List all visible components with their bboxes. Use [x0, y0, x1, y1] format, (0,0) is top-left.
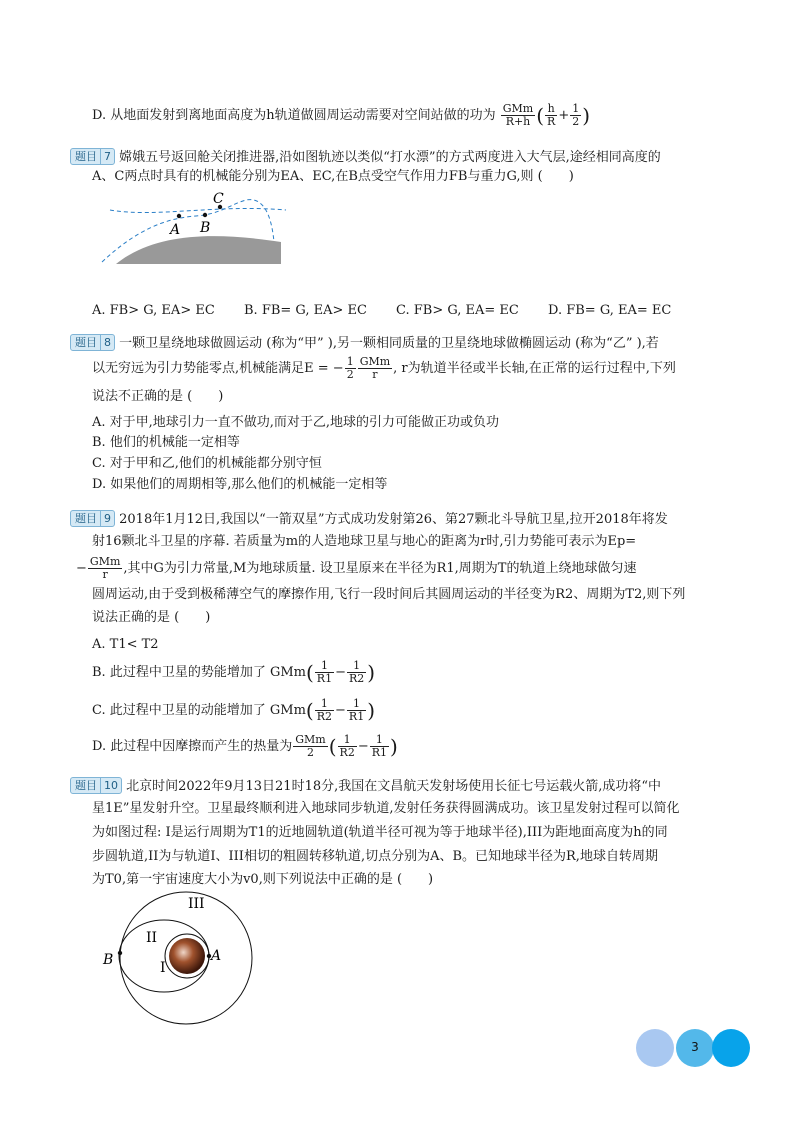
q7-option-c: C. FB> G, EA= EC [396, 303, 519, 318]
q10-number: 10 [100, 778, 118, 793]
q6-option-d [92, 103, 590, 128]
q9c-r1: R1 [348, 710, 365, 723]
point-a [177, 214, 181, 218]
q9d-r1: R1 [371, 746, 387, 759]
q6-fraction-h-r [545, 103, 557, 128]
q8-tag-label: 题目 [75, 336, 97, 349]
q6-fraction-half [570, 103, 581, 128]
q9d-frac-gmm [293, 734, 327, 759]
earth-surface [116, 236, 281, 264]
q10-line-1 [70, 777, 661, 796]
q10-line-5: 为T0,第一宇宙速度大小为v0,则下列说法中正确的是 ( ) [92, 872, 434, 887]
q10-tag [70, 777, 122, 794]
q10-line-3: 为如图过程: I是运行周期为T1的近地圆轨道(轨道半径可视为等于地球半径),III为距地面高度为h的同 [92, 825, 668, 840]
q9-option-d-text: D. 此过程中因摩擦而产生的热量为 [92, 739, 293, 754]
q8-f1-den: 2 [346, 368, 354, 381]
q8-line-3: 说法不正确的是 ( ) [92, 389, 224, 404]
q7-tag [70, 148, 115, 165]
q9-option-b-text: B. 此过程中卫星的势能增加了 GMm [92, 665, 306, 680]
q9d-minus: − [357, 739, 369, 754]
q7-line-1 [70, 148, 661, 167]
q8-f2-den: r [372, 368, 378, 381]
q8-line-1 [70, 334, 659, 353]
q6-two: 2 [572, 115, 580, 128]
q9-line-5: 说法正确的是 ( ) [92, 610, 211, 625]
badge-circle-left [636, 1029, 674, 1067]
q9c-minus: − [335, 703, 346, 718]
earth [169, 938, 205, 974]
q9-fraction-gmm-r [88, 556, 122, 581]
q8-fraction-half [345, 356, 356, 381]
q9c-paren-open: ( [305, 698, 314, 723]
badge-circle-right [712, 1029, 750, 1067]
q7-line-2: A、C两点时具有的机械能分别为EA、EC,在B点受空气作用力FB与重力G,则 ( ) [92, 169, 574, 184]
label-b: B [200, 220, 211, 236]
q7-tag-label: 题目 [75, 150, 97, 163]
q9b-r2: R2 [348, 672, 365, 685]
q9d-two: 2 [306, 746, 314, 759]
q9d-r2: R2 [339, 746, 355, 759]
q9-option-c [92, 698, 375, 723]
q9c-paren-close: ) [367, 698, 375, 723]
q9d-paren-open: ( [328, 734, 337, 759]
q6-frac-den: R+h [505, 115, 531, 128]
q9-option-a: A. T1< T2 [92, 637, 159, 652]
q7-text-1: 嫦娥五号返回舱关闭推进器,沿如图轨迹以类似“打水漂”的方式两度进入大气层,途经相同高度的 [119, 150, 661, 165]
q9-tag-label: 题目 [75, 512, 97, 525]
q8-text-2b: , r为轨道半径或半长轴,在正常的运行过程中,下列 [393, 361, 676, 376]
q8-number: 8 [100, 335, 111, 350]
q9b-frac-r2 [347, 660, 366, 685]
q9c-frac-r2 [315, 698, 334, 723]
q8-tag [70, 334, 115, 351]
q6-option-d-text: D. 从地面发射到离地面高度为h轨道做圆周运动需要对空间站做的功为 [92, 108, 496, 123]
q9d-one-1: 1 [338, 734, 357, 747]
q9-option-d [92, 734, 398, 759]
q6-h: h [545, 103, 557, 116]
q6-paren-open: ( [536, 103, 545, 128]
q9-f-den: r [102, 568, 108, 581]
label-a-orbit: A [211, 948, 222, 964]
q9-line-2: 射16颗北斗卫星的序幕. 若质量为m的人造地球卫星与地心的距离为r时,引力势能可表示为Ep= [92, 534, 637, 549]
q6-r: R [547, 115, 556, 128]
q9d-frac-r2 [338, 734, 357, 759]
q8-text-1: 一颗卫星绕地球做圆运动 (称为“甲” ),另一颗相同质量的卫星绕地球做椭圆运动 (称为“乙” ),若 [119, 336, 659, 351]
q10-orbit-figure [98, 890, 258, 1032]
q6-paren-close: ) [582, 103, 591, 128]
page-number-badge [636, 1028, 752, 1068]
q9c-one-2: 1 [347, 698, 366, 711]
q8-line-2 [92, 356, 676, 381]
q9-text-1: 2018年1月12日,我国以“一箭双星”方式成功发射第26、第27颗北斗导航卫星,拉开2018年将发 [119, 512, 668, 527]
label-b-orbit: B [103, 952, 114, 968]
q9d-one-2: 1 [370, 734, 389, 747]
q9b-minus: − [335, 665, 346, 680]
q9c-one-1: 1 [315, 698, 334, 711]
q9-line-3 [76, 556, 636, 581]
q7-figure [96, 190, 296, 266]
q10-tag-label: 题目 [75, 779, 97, 792]
q9b-r1: R1 [316, 672, 333, 685]
point-b-orbit [118, 951, 122, 955]
label-a: A [170, 222, 181, 238]
q7-option-a: A. FB> G, EA> EC [92, 303, 215, 318]
label-i: I [160, 960, 166, 976]
q9b-one-2: 1 [347, 660, 366, 673]
q8-f1-num: 1 [346, 355, 354, 368]
q6-fraction-gmm [501, 103, 535, 128]
q7-options [92, 302, 671, 320]
q9-option-c-text: C. 此过程中卫星的动能增加了 GMm [92, 703, 306, 718]
q9-line-1 [70, 510, 668, 529]
q9b-frac-r1 [315, 660, 334, 685]
q10-text-1: 北京时间2022年9月13日21时18分,我国在文昌航天发射场使用长征七号运载火箭,成功将“中 [126, 779, 662, 794]
q10-line-4: 步圆轨道,II为与轨道I、III相切的粗圆转移轨道,切点分别为A、B。已知地球半径为R,地球自转周期 [92, 849, 658, 864]
q9d-gmm: GMm [295, 733, 326, 746]
q9c-r2: R2 [316, 710, 332, 723]
q6-frac-num: GMm [502, 102, 534, 115]
q8-option-b: B. 他们的机械能一定相等 [92, 435, 240, 450]
q10-line-2: 星1E”星发射升空。卫星最终顺利进入地球同步轨道,发射任务获得圆满成功。该卫星发射过程可以简化 [92, 801, 680, 816]
q9b-paren-close: ) [367, 660, 376, 685]
q9-tag [70, 510, 115, 527]
q9-f-num: GMm [89, 555, 121, 568]
page-number: 3 [691, 1040, 699, 1054]
q7-option-b: B. FB= G, EA> EC [244, 303, 367, 318]
q7-option-d: D. FB= G, EA= EC [548, 303, 672, 318]
q9-line-4: 圆周运动,由于受到极稀薄空气的摩擦作用,飞行一段时间后其圆周运动的半径变为R2、周期为T2,则下列 [92, 587, 686, 602]
label-iii: III [188, 896, 205, 912]
q9d-frac-r1 [370, 734, 389, 759]
q6-one: 1 [572, 102, 580, 115]
q7-number: 7 [100, 149, 111, 164]
q8-text-2a: 以无穷远为引力势能零点,机械能满足E = − [92, 361, 344, 376]
q8-fraction-gmm [358, 356, 392, 381]
q9-option-b [92, 660, 375, 685]
q8-option-d: D. 如果他们的周期相等,那么他们的机械能一定相等 [92, 477, 388, 492]
q9b-one-1: 1 [315, 660, 334, 673]
q8-option-a: A. 对于甲,地球引力一直不做功,而对于乙,地球的引力可能做正功或负功 [92, 415, 500, 430]
q9d-paren-close: ) [390, 734, 398, 759]
q9-number: 9 [100, 511, 111, 526]
q6-plus: + [558, 108, 570, 123]
q8-f2-num: GMm [359, 355, 391, 368]
q9-text-3: ,其中G为引力常量,M为地球质量. 设卫星原来在半径为R1,周期为T的轨道上绕地球做匀速 [123, 561, 637, 576]
q9b-paren-open: ( [305, 660, 314, 685]
label-c: C [213, 191, 224, 207]
q8-option-c: C. 对于甲和乙,他们的机械能都分别守恒 [92, 456, 322, 471]
label-ii: II [146, 930, 158, 946]
point-b [203, 213, 207, 217]
q9c-frac-r1 [347, 698, 366, 723]
atmosphere-boundary [110, 208, 286, 212]
q9-minus: − [76, 561, 87, 576]
